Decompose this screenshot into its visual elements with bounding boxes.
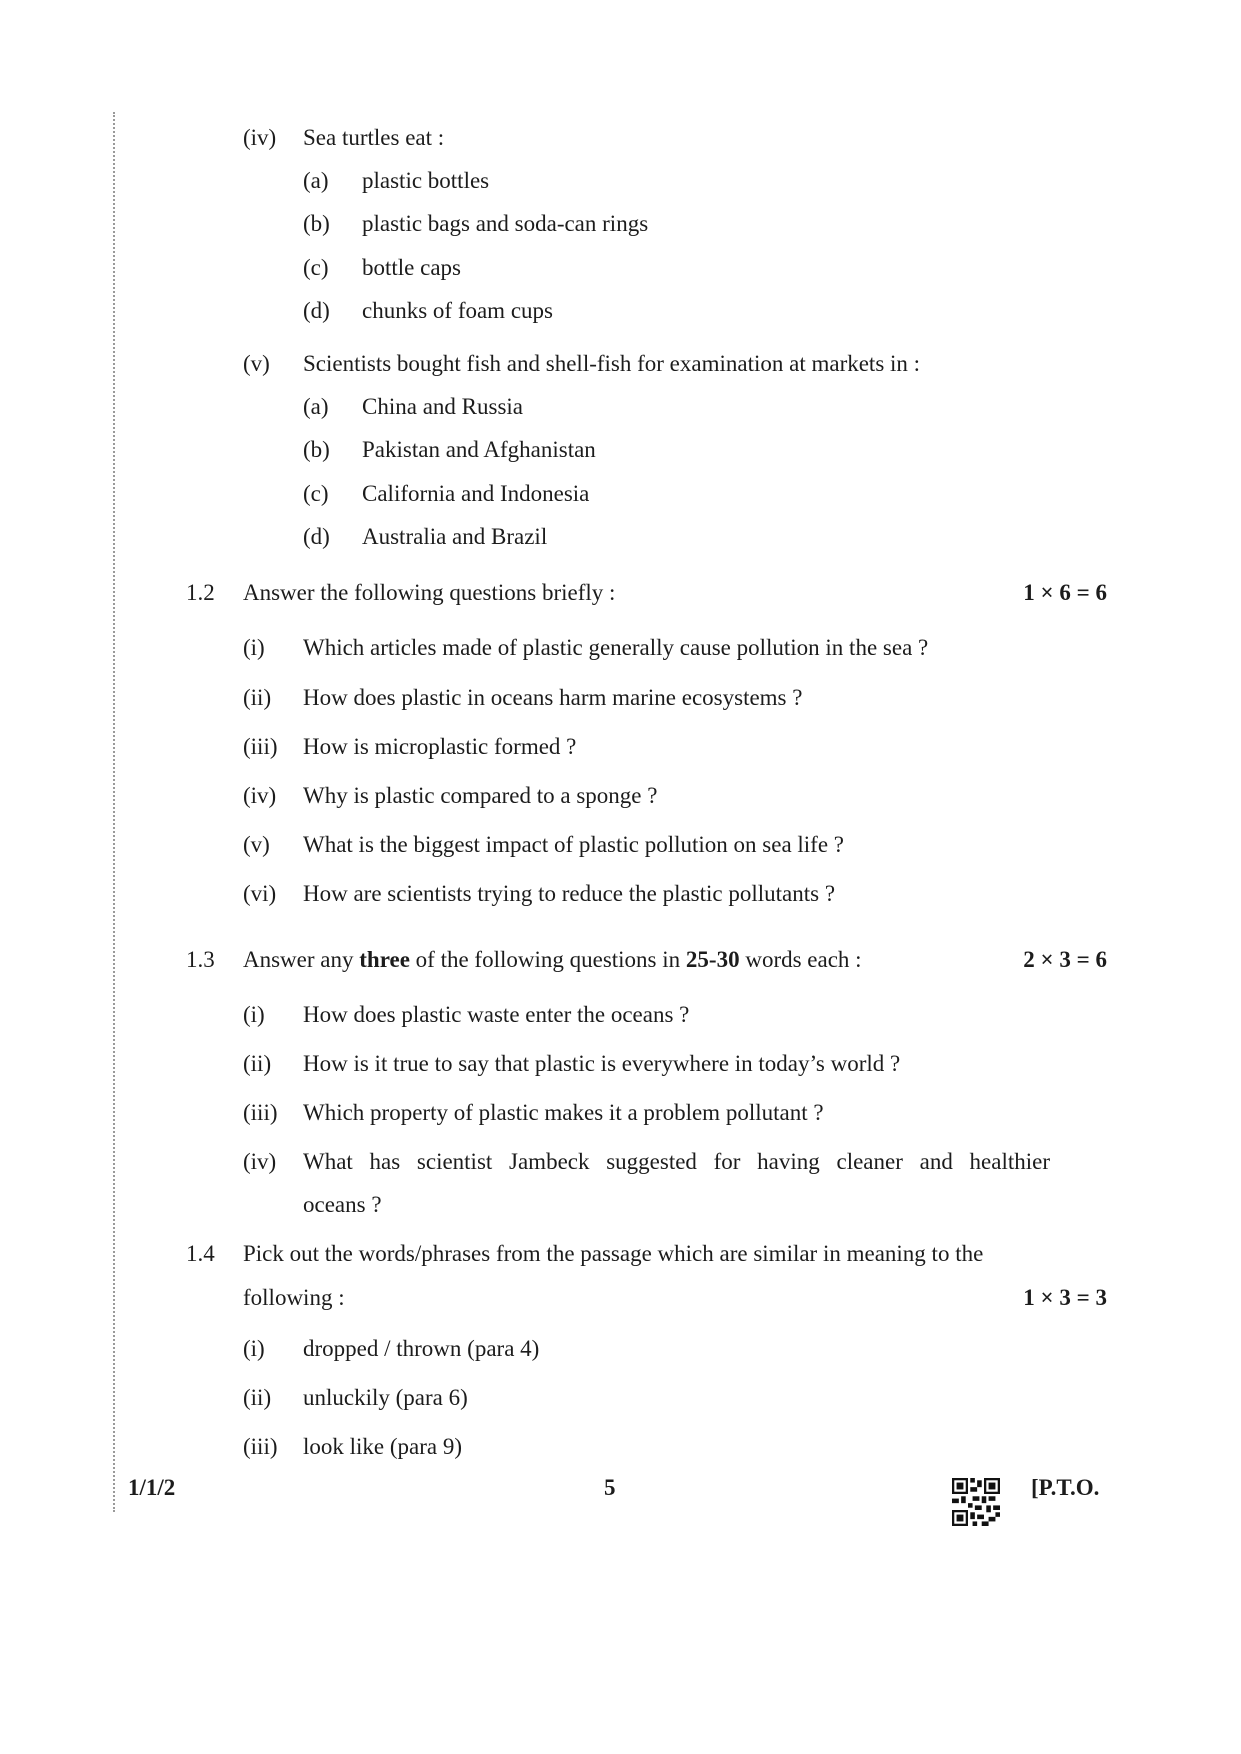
section-number: 1.2 (186, 580, 215, 605)
question-number: (ii) (243, 685, 272, 710)
section-instruction: Pick out the words/phrases from the passage which are similar in meaning to the (243, 1241, 984, 1266)
section-number: 1.4 (186, 1241, 215, 1266)
question-number: (ii) (243, 1051, 272, 1076)
section-instruction (243, 946, 862, 974)
instruction-emphasis: three (359, 947, 410, 972)
question-number: (iii) (243, 734, 278, 759)
question-number: (ii) (243, 1385, 272, 1410)
option-text: plastic bags and soda-can rings (362, 211, 649, 236)
option-label: (a) (303, 168, 329, 193)
option-text: Pakistan and Afghanistan (362, 437, 596, 462)
question-number: (iv) (243, 783, 277, 808)
question-text: How is it true to say that plastic is everywhere in today’s world ? (303, 1051, 901, 1076)
question-text: Which property of plastic makes it a problem pollutant ? (303, 1100, 824, 1125)
option-label: (d) (303, 524, 330, 549)
question-text: Which articles made of plastic generally cause pollution in the sea ? (303, 635, 929, 660)
option-label: (c) (303, 481, 329, 506)
option-text: Australia and Brazil (362, 524, 548, 549)
question-text: Scientists bought fish and shell-fish for examination at markets in : (303, 351, 921, 376)
option-label: (d) (303, 298, 330, 323)
paper-code: 1/1/2 (128, 1475, 176, 1500)
option-text: bottle caps (362, 255, 461, 280)
question-text: look like (para 9) (303, 1434, 463, 1459)
question-number: (v) (243, 832, 270, 857)
option-label: (b) (303, 211, 330, 236)
left-margin-dotted-edge (113, 112, 117, 1512)
question-text: Sea turtles eat : (303, 125, 445, 150)
question-text: How are scientists trying to reduce the plastic pollutants ? (303, 881, 836, 906)
question-text: What has scientist Jambeck suggested for having cleaner and healthier (303, 1149, 1050, 1174)
question-number: (vi) (243, 881, 277, 906)
question-number: (i) (243, 1002, 265, 1027)
question-number: (iv) (243, 1149, 277, 1174)
question-text: How does plastic in oceans harm marine ecosystems ? (303, 685, 803, 710)
question-number: (i) (243, 635, 265, 660)
question-text: dropped / thrown (para 4) (303, 1336, 540, 1361)
question-number: (v) (243, 351, 270, 376)
instruction-emphasis: 25-30 (685, 947, 740, 972)
marks-allocation: 2 × 3 = 6 (1023, 947, 1107, 972)
option-text: chunks of foam cups (362, 298, 553, 323)
question-text: How is microplastic formed ? (303, 734, 577, 759)
option-label: (c) (303, 255, 329, 280)
marks-allocation: 1 × 6 = 6 (1023, 580, 1107, 605)
section-instruction: Answer the following questions briefly : (243, 580, 616, 605)
qr-code-icon (952, 1478, 1000, 1526)
page-number: 5 (604, 1475, 616, 1500)
question-text: unluckily (para 6) (303, 1385, 468, 1410)
question-number: (iii) (243, 1100, 278, 1125)
option-text: China and Russia (362, 394, 523, 419)
question-text: Why is plastic compared to a sponge ? (303, 783, 658, 808)
option-text: California and Indonesia (362, 481, 590, 506)
instruction-part: words each : (739, 947, 862, 972)
option-label: (a) (303, 394, 329, 419)
question-text: How does plastic waste enter the oceans ? (303, 1002, 690, 1027)
section-number: 1.3 (186, 947, 215, 972)
question-number: (iii) (243, 1434, 278, 1459)
marks-allocation: 1 × 3 = 3 (1023, 1285, 1107, 1310)
option-label: (b) (303, 437, 330, 462)
question-number: (iv) (243, 125, 277, 150)
option-text: plastic bottles (362, 168, 490, 193)
section-instruction-continued: following : (243, 1285, 345, 1310)
question-text-continued: oceans ? (303, 1192, 382, 1217)
instruction-part: Answer any (243, 947, 360, 972)
instruction-part: of the following questions in (409, 947, 686, 972)
question-number: (i) (243, 1336, 265, 1361)
please-turn-over: [P.T.O. (1031, 1475, 1100, 1500)
question-text: What is the biggest impact of plastic pollution on sea life ? (303, 832, 845, 857)
